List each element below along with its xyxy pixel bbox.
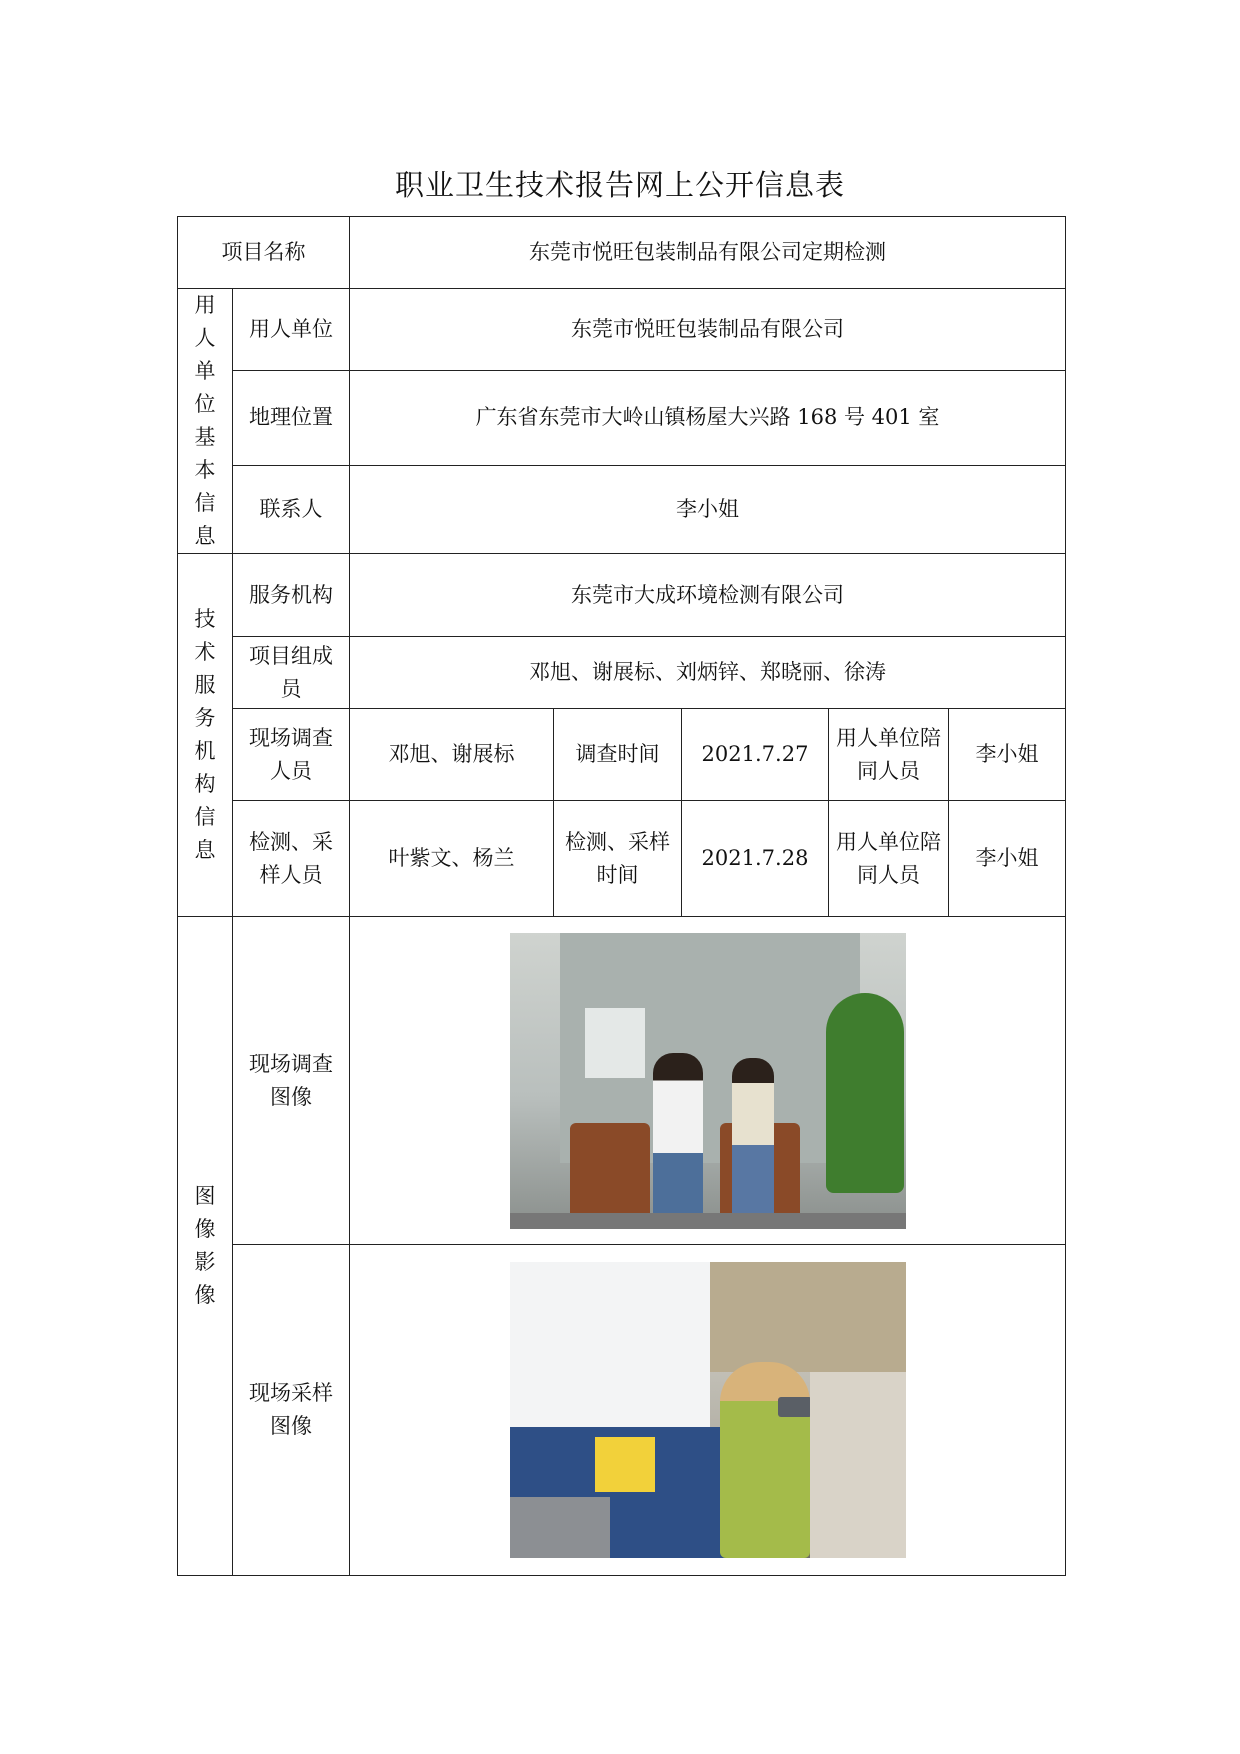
row-service-org <box>178 554 1066 637</box>
service-section-label <box>178 554 233 917</box>
photo-person-right <box>732 1058 774 1225</box>
survey-staff-label: 现场调查人员 <box>233 709 350 801</box>
survey-staff-value: 邓旭、谢展标 <box>350 709 554 801</box>
sampling-staff-value: 叶紫文、杨兰 <box>350 801 554 917</box>
sampling-companion-value: 李小姐 <box>949 801 1066 917</box>
employer-section-text: 用人单位基本信息 <box>194 293 216 548</box>
row-contact <box>178 465 1066 553</box>
members-value: 邓旭、谢展标、刘炳锌、郑晓丽、徐涛 <box>350 637 1066 709</box>
sampling-companion-label: 用人单位陪同人员 <box>829 801 949 917</box>
survey-companion-value: 李小姐 <box>949 709 1066 801</box>
row-sampling <box>178 801 1066 917</box>
photo-worker <box>720 1362 810 1558</box>
row-employer-unit <box>178 289 1066 371</box>
employer-unit-value: 东莞市悦旺包装制品有限公司 <box>350 289 1066 371</box>
employer-section-label <box>178 289 233 554</box>
photo-warning-sign <box>595 1437 655 1492</box>
survey-image-label: 现场调查图像 <box>233 917 350 1245</box>
service-org-label: 服务机构 <box>233 554 350 637</box>
location-value: 广东省东莞市大岭山镇杨屋大兴路 168 号 401 室 <box>350 370 1066 465</box>
sampling-time-label: 检测、采样时间 <box>554 801 682 917</box>
survey-time-value: 2021.7.27 <box>682 709 829 801</box>
survey-companion-label: 用人单位陪同人员 <box>829 709 949 801</box>
row-survey-image <box>178 917 1066 1245</box>
photo-background-area <box>810 1372 906 1558</box>
row-survey <box>178 709 1066 801</box>
photo-meter-device <box>778 1397 812 1417</box>
photo-person-left <box>653 1053 703 1225</box>
employer-unit-label: 用人单位 <box>233 289 350 371</box>
members-label: 项目组成员 <box>233 637 350 709</box>
contact-value: 李小姐 <box>350 465 1066 553</box>
contact-label: 联系人 <box>233 465 350 553</box>
photo-workshop-ceiling <box>710 1262 906 1372</box>
service-org-value: 东莞市大成环境检测有限公司 <box>350 554 1066 637</box>
sampling-staff-label: 检测、采样人员 <box>233 801 350 917</box>
photo-chair-left <box>570 1123 650 1223</box>
photo-floor <box>510 1213 906 1229</box>
sampling-time-value: 2021.7.28 <box>682 801 829 917</box>
survey-time-label: 调查时间 <box>554 709 682 801</box>
project-name-value: 东莞市悦旺包装制品有限公司定期检测 <box>350 217 1066 289</box>
location-label: 地理位置 <box>233 370 350 465</box>
row-members <box>178 637 1066 709</box>
image-section-label <box>178 917 233 1576</box>
photo-machine-base <box>510 1497 610 1558</box>
row-project <box>178 217 1066 289</box>
sampling-photo <box>510 1262 906 1558</box>
photo-plant <box>826 993 904 1193</box>
sampling-image-label: 现场采样图像 <box>233 1245 350 1576</box>
service-section-text: 技术服务机构信息 <box>194 607 216 862</box>
sampling-image-cell <box>350 1245 1066 1576</box>
survey-image-cell <box>350 917 1066 1245</box>
project-name-label: 项目名称 <box>178 217 350 289</box>
row-sampling-image <box>178 1245 1066 1576</box>
survey-photo <box>510 933 906 1229</box>
photo-foam-stack <box>510 1262 710 1434</box>
page-title: 职业卫生技术报告网上公开信息表 <box>394 168 845 202</box>
image-section-text: 图像影像 <box>194 1184 216 1307</box>
photo-window <box>585 1008 645 1078</box>
info-table <box>177 216 1066 1576</box>
row-location <box>178 370 1066 465</box>
